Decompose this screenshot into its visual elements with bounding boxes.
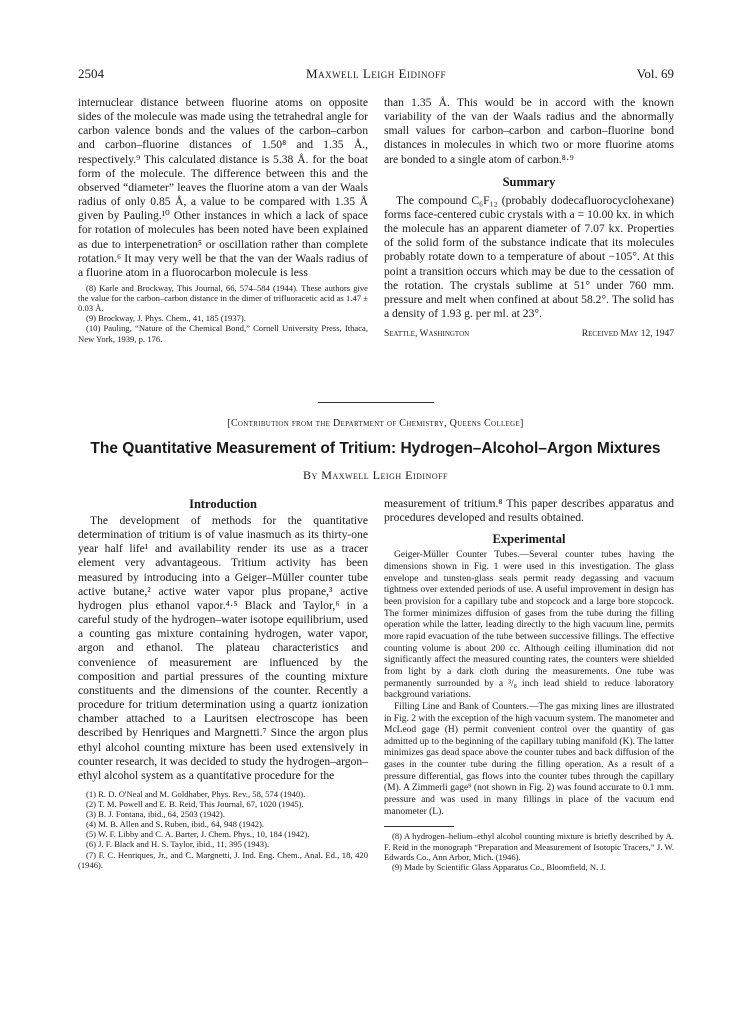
footnote: (4) M. B. Allen and S. Ruben, ibid., 64, 948 (1942). bbox=[86, 819, 265, 830]
introduction-heading: Introduction bbox=[189, 497, 257, 511]
summary-text: The compound C₆F₁₂ (probably dodecafluorocyclohexane) forms face-centered cubic crystals with a = 10.00 kx. in which the molecule has an apparent diameter of 7.07 kx. Properties of the solid form of the substance indicate that its molecules probably rotate down to a temperature of about −105°. At this point a transition occurs which may be due to the cessation of the rotation. The crystals sublime at 51° under 760 mm. pressure and melt when confined at about 58.2°. The solid has a density of 1.93 g. per ml. at 23°. bbox=[384, 193, 674, 321]
signature-line bbox=[384, 329, 674, 339]
prev-article-left-column bbox=[78, 96, 368, 344]
byline: By Maxwell Leigh Eidinoff bbox=[302, 468, 449, 482]
prev-article-body-text: internuclear distance between fluorine atoms on opposite sides of the molecule was made using the tetrahedral angle for carbon valence bonds and the values of the carbon–carbon and carbon–fluorine distances of 1.50⁸ and 1.35 Å., respectively.⁹ This calculated distance is 5.38 Å. for the boat form of the molecule. The difference between this and the observed “diameter” leaves the fluorine atom a van der Waals radius of only 0.85 Å, a value to be compared with 1.35 Å given by Pauling.¹⁰ Other instances in which a lack of space for rotation of molecules has been noted have been explained as due to interpenetration⁵ or oscillation rather than complete rotation.⁶ It may very well be that the van der Waals radius of a fluorine atom in a fluorocarbon molecule is less bbox=[78, 96, 368, 279]
footnote: (10) Pauling, “Nature of the Chemical Bond,” Cornell University Press, Ithaca, New York, 1939, p. 176. bbox=[78, 323, 368, 344]
volume-label: Vol. 69 bbox=[636, 66, 674, 81]
footnote: (1) R. D. O'Neal and M. Goldhaber, Phys. Rev., 58, 574 (1940). bbox=[86, 788, 306, 799]
experimental-paragraph: Filling Line and Bank of Counters.—The gas mixing lines are illustrated in Fig. 2 with the exception of the high vacuum system. The manometer and McLeod gage (H) permit convenient control over the quantity of gas admitted up to the beginning of the capillary tubing manifold (K). The latter minimizes gas dead space above the counter tubes and back diffusion of the gases in the counter tube during the filling operation. As a result of a pressure differential, gas flows into the counter tubes through the capillary (M). A Zimmerli gage⁹ (not shown in Fig. 2) was found accurate to 0.1 mm. pressure and was used in many fillings in place of the vacuum end manometer (L). bbox=[384, 701, 674, 817]
divider bbox=[318, 402, 434, 403]
footnote: (8) Karle and Brockway, This Journal, 66, 574–584 (1944). These authors give the value for the carbon–carbon distance in the dimer of trifluoracetic acid as 1.47 ± 0.03 Å. bbox=[78, 283, 368, 314]
footnote: (9) Brockway, J. Phys. Chem., 41, 185 (1937). bbox=[86, 313, 246, 324]
footnote: (2) T. M. Powell and E. B. Reid, This Journal, 67, 1020 (1945). bbox=[86, 799, 304, 810]
intro-continuation: measurement of tritium.⁸ This paper describes apparatus and procedures developed and results obtained. bbox=[384, 497, 674, 525]
page-number: 2504 bbox=[78, 66, 104, 81]
experimental-paragraph: Geiger-Müller Counter Tubes.—Several counter tubes having the dimensions shown in Fig. 1 were used in this investigation. The glass envelope and tunsten-glass seals permit ready degassing and vacuum tightness over extended periods of use. A useful improvement in design has been provision for a capillary tube and stopcock and a large bore stopcock. The former minimizes diffusion of gases from the tube during the filling operation while the latter, leading directly to the high vacuum line, permits more rapid evacuation of the tube between successive fillings. The effective counting volume is about 200 cc. Although ceiling illumination did not significantly affect the measured counting rates, the counters were shielded from light by a dark cloth during the measurements. One tube was permanently surrounded by a ³/₈ inch lead shield to reduce laboratory background variations. bbox=[384, 550, 674, 701]
footnote-rule bbox=[384, 826, 454, 827]
prev-article-body-text: than 1.35 Å. This would be in accord with the known variability of the van der Waals radius and the abnormally small values for carbon–carbon and carbon–fluorine bond distances in molecules in which two or more fluorine atoms are bonded to a single atom of carbon.⁸·⁹ bbox=[384, 96, 674, 166]
footnote: (3) B. J. Fontana, ibid., 64, 2503 (1942). bbox=[86, 809, 225, 820]
received-date: Received May 12, 1947 bbox=[581, 329, 674, 340]
article-left-column bbox=[78, 497, 368, 870]
introduction-text: The development of methods for the quantitative determination of tritium is of value inasmuch as its thirty-one year half life¹ and availability render its use as a tracer element very advantageous. Tritium activity has been measured by introducing into a Geiger–Müller counter tube active butane,² active water vapor plus propane,³ active hydrogen plus ethanol vapor.⁴·⁵ Black and Taylor,⁶ in a careful study of the hydrogen–water isotope equilibrium, used a counting gas mixture containing hydrogen, water vapor, argon and ethanol. The plateau characteristics and convenience of measurement are influenced by the composition and partial pressures of the counting mixture constituents and the dimensions of the counter. Recently a procedure for tritium determination using a quartz ionization chamber attached to a Lauritsen electroscope has been described by Henriques and Margnetti.⁷ Since the argon plus ethyl alcohol counting mixture has been used extensively in counter research, it was decided to study the hydrogen–argon–ethyl alcohol system as a quantitative procedure for the bbox=[78, 514, 368, 782]
footnote: (8) A hydrogen–helium–ethyl alcohol counting mixture is briefly described by A. F. Reid in the monograph “Preparation and Measurement of Isotopic Tracers,” J. W. Edwards Co., Ann Arbor, Mich. (1946). bbox=[384, 831, 674, 862]
location: Seattle, Washington bbox=[384, 329, 470, 340]
running-header bbox=[78, 66, 674, 82]
running-title: Maxwell Leigh Eidinoff bbox=[306, 66, 446, 81]
experimental-heading: Experimental bbox=[492, 532, 566, 547]
prev-article-right-column bbox=[384, 96, 674, 339]
contribution-note: [Contribution from the Department of Chemistry, Queens College] bbox=[227, 418, 524, 429]
introduction-footnotes bbox=[78, 789, 368, 870]
article-right-column bbox=[384, 497, 674, 872]
article-title: The Quantitative Measurement of Tritium: Hydrogen–Alcohol–Argon Mixtures bbox=[90, 440, 661, 457]
footnote: (9) Made by Scientific Glass Apparatus Co., Bloomfield, N. J. bbox=[392, 861, 606, 872]
summary-heading: Summary bbox=[502, 174, 556, 189]
footnote: (7) F. C. Henriques, Jr., and C. Margnetti, J. Ind. Eng. Chem., Anal. Ed., 18, 420 (1946). bbox=[78, 849, 368, 870]
prev-article-footnotes bbox=[78, 283, 368, 344]
footnote: (6) J. F. Black and H. S. Taylor, ibid., 11, 395 (1943). bbox=[86, 839, 270, 850]
footnote: (5) W. F. Libby and C. A. Barter, J. Chem. Phys., 10, 184 (1942). bbox=[86, 829, 310, 840]
